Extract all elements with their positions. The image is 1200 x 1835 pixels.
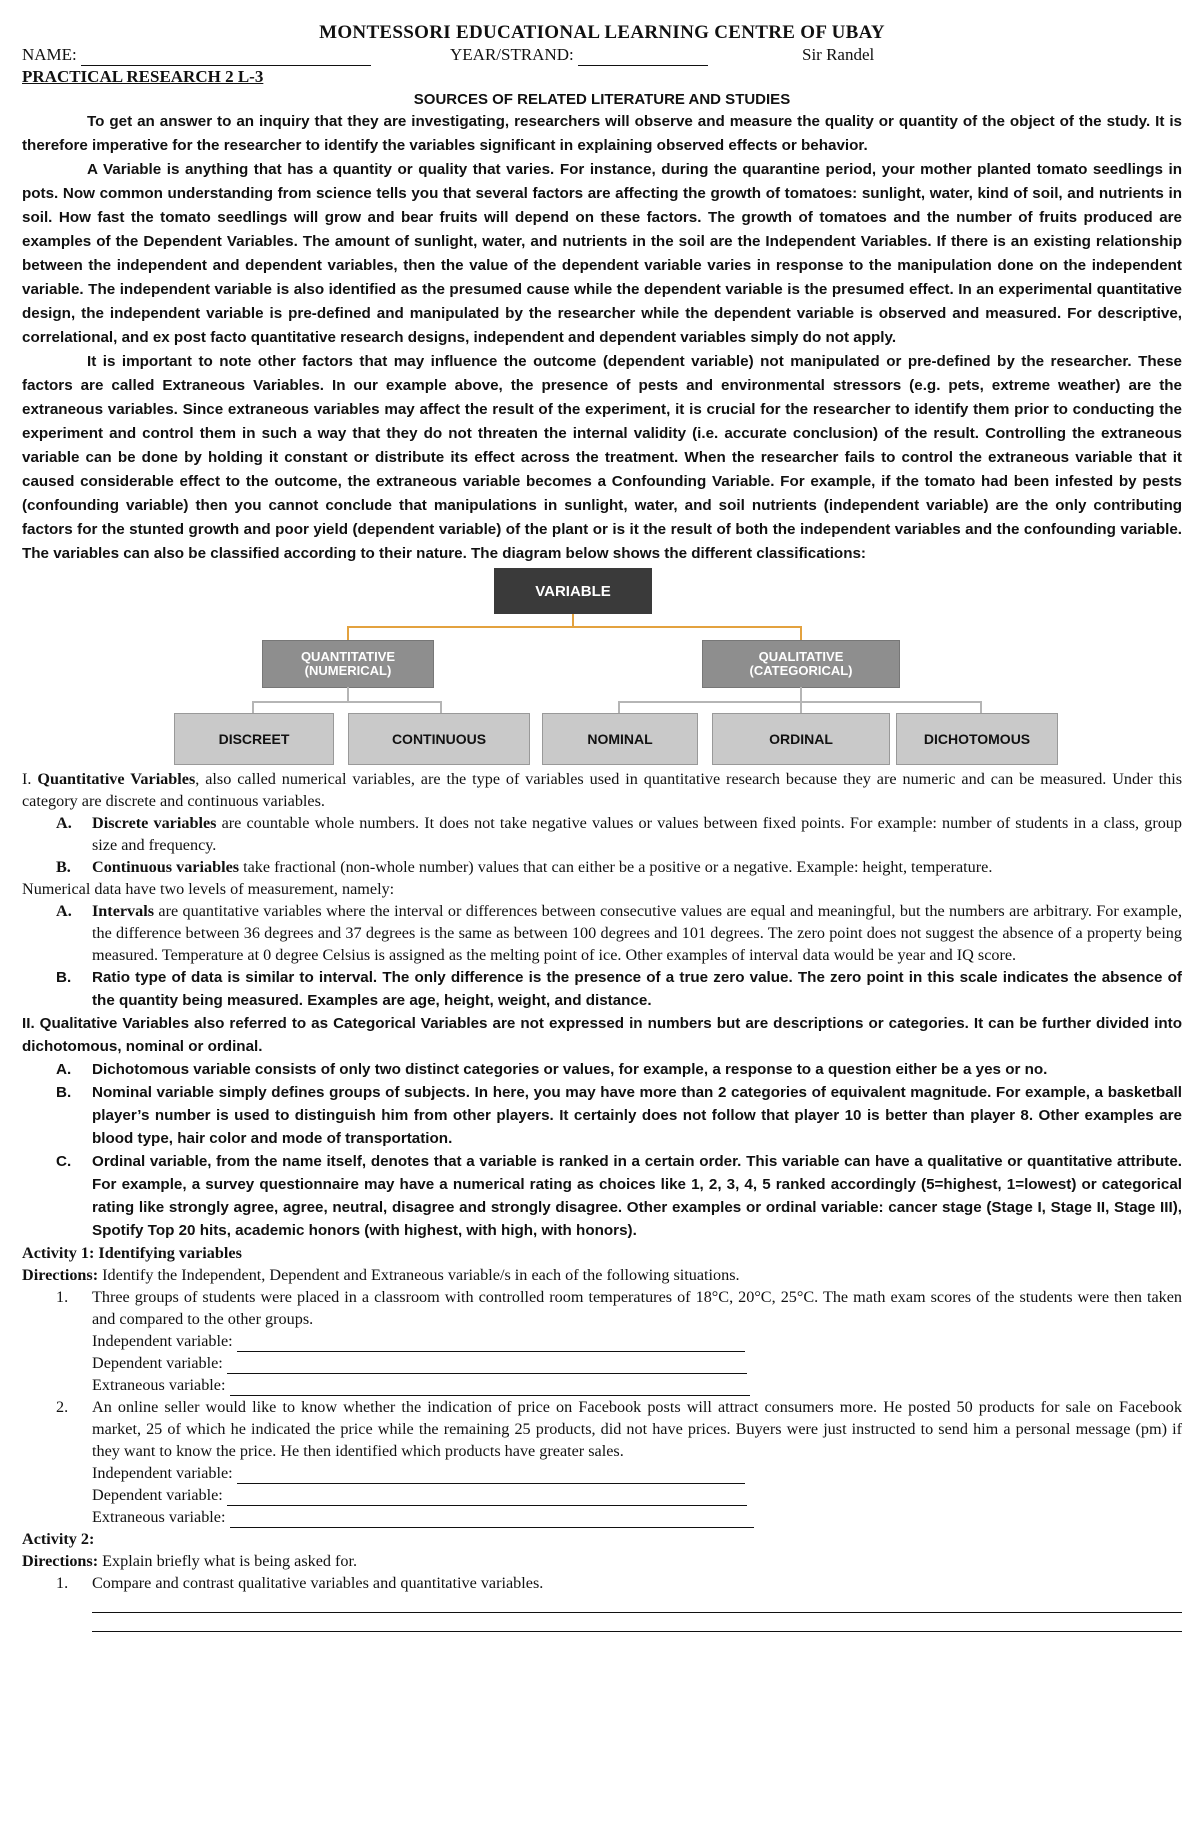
year-strand-label: YEAR/STRAND: <box>450 45 574 64</box>
teacher-name: Sir Randel <box>802 45 875 64</box>
extraneous-answer-2[interactable] <box>230 1511 754 1528</box>
diagram-leaf-dichotomous: DICHOTOMOUS <box>896 713 1058 765</box>
diagram-connector <box>800 701 802 713</box>
answer-row: Extraneous variable: <box>22 1374 1182 1396</box>
name-label: NAME: <box>22 45 77 64</box>
list-item: 1. Three groups of students were placed in a classroom with controlled room temperatures of 18°C, 20°C, 25°C. The math exam scores of the students were then taken and compared to the other groups. <box>56 1288 1182 1328</box>
answer-row: Extraneous variable: <box>22 1506 1182 1528</box>
activity-2-directions: Directions: Explain briefly what is being asked for. <box>22 1552 358 1570</box>
diagram-leaf-nominal: NOMINAL <box>542 713 698 765</box>
list-item: 1. Compare and contrast qualitative variables and quantitative variables. <box>56 1574 544 1592</box>
intro-paragraph: It is important to note other factors that may influence the outcome (dependent variable) not manipulated or pre-defined by the researcher. These factors are called Extraneous Variables. In our example above, the presence of pests and environmental stressors (e.g. pets, extreme weather) are the extraneous variables. Since extraneous variables may affect the result of the experiment, it is crucial for the researcher to identify them prior to conducting the experiment and control them in such a way that they do not threaten the internal validity (i.e. accurate conclusion) of the result. Controlling the extraneous variable can be done by holding it constant or distribute its effect across the treatment. When the researcher fails to control the extraneous variable that it caused considerable effect to the outcome, the extraneous variable becomes a Confounding Variable. For example, if the tomato had been infested by pests (confounding variable) then you cannot conclude that manipulations in sunlight, water, and soil nutrients (independent variable) are the only contributing factors for the stunted growth and poor yield (dependent variable) of the plant or is it the result of both the independent variables and the confounding variable. The variables can also be classified according to their nature. The diagram below shows the different classifications: <box>22 353 1182 562</box>
list-item: 2. An online seller would like to know whether the indication of price on Facebook posts will attract consumers more. He posted 50 products for sale on Facebook market, 25 of which he indicated the price while the remaining 25 products, did not have prices. Buyers were just instructed to send him a personal message (pm) if they want to know the price. He then identified which products have greater sales. <box>56 1398 1182 1460</box>
activity-1-title: Activity 1: Identifying variables <box>22 1244 242 1262</box>
answer-line[interactable] <box>92 1594 1182 1613</box>
diagram-connector <box>800 687 802 701</box>
diagram-leaf-discreet: DISCREET <box>174 713 334 765</box>
diagram-connector <box>440 701 442 713</box>
diagram-connector <box>618 701 620 713</box>
year-strand-blank[interactable] <box>578 49 708 66</box>
independent-answer-1[interactable] <box>237 1335 745 1352</box>
list-item: B. Ratio type of data is similar to interval. The only difference is the presence of a true zero value. The zero point in this scale indicates the absence of the quantity being measured. Examples are age, height, weight, and distance. <box>56 969 1182 1009</box>
activity-2-title: Activity 2: <box>22 1530 95 1548</box>
section-title: SOURCES OF RELATED LITERATURE AND STUDIES <box>413 91 791 108</box>
activity-1-directions: Directions: Identify the Independent, Dependent and Extraneous variable/s in each of the following situations. <box>22 1266 740 1284</box>
intro-paragraph: To get an answer to an inquiry that they are investigating, researchers will observe and measure the quality or quantity of the object of the study. It is therefore imperative for the researcher to identify the variables significant in explaining observed effects or behavior. <box>22 113 1182 154</box>
list-item: B. Continuous variables take fractional (non-whole number) values that can either be a positive or a negative. Example: height, temperature. <box>56 858 993 876</box>
answer-row: Independent variable: <box>22 1330 1182 1352</box>
qualitative-list <box>22 1058 1182 1242</box>
quantitative-section <box>22 768 1182 966</box>
list-item: A. Dichotomous variable consists of only two distinct categories or values, for example, a response to a question either be a yes or no. <box>56 1061 1048 1078</box>
worksheet-page <box>22 22 1182 1632</box>
diagram-connector <box>347 626 802 628</box>
diagram-quantitative: QUANTITATIVE (NUMERICAL) <box>262 640 434 688</box>
list-item: A. Discrete variables are countable whole numbers. It does not take negative values or values between fixed points. For example: number of students in a class, group size and frequency. <box>56 814 1182 854</box>
answer-line[interactable] <box>92 1613 1182 1632</box>
diagram-connector <box>800 626 802 640</box>
quantitative-intro: I. Quantitative Variables, also called numerical variables, are the type of variables used in quantitative research because they are numeric and can be measured. Under this category are discrete and continuous variables. <box>22 770 1182 810</box>
independent-answer-2[interactable] <box>237 1467 745 1484</box>
answer-row: Dependent variable: <box>22 1484 1182 1506</box>
diagram-qualitative: QUALITATIVE (CATEGORICAL) <box>702 640 900 688</box>
dependent-answer-1[interactable] <box>227 1357 747 1374</box>
dependent-answer-2[interactable] <box>227 1489 747 1506</box>
list-item: B. Nominal variable simply defines groups of subjects. In here, you may have more than 2 categories of equivalent magnitude. For example, a basketball player’s number is used to distinguish him from other players. It certainly does not follow that player 10 is better than player 8. Other examples are blood type, hair color and mode of transportation. <box>56 1084 1182 1147</box>
diagram-connector <box>980 701 982 713</box>
name-blank[interactable] <box>81 49 371 66</box>
quantitative-list <box>22 812 1182 878</box>
list-item: A. Intervals are quantitative variables where the interval or differences between consecutive values are equal and meaningful, but the numbers are arbitrary. For example, the difference between 36 degrees and 37 degrees is the same as between 100 degrees and 101 degrees. The zero point does not suggest the absence of a property being measured. Temperature at 0 degree Celsius is assigned as the melting point of ice. Other examples of interval data would be year and IQ score. <box>56 902 1182 964</box>
answer-row: Dependent variable: <box>22 1352 1182 1374</box>
answer-row: Independent variable: <box>22 1462 1182 1484</box>
extraneous-answer-1[interactable] <box>230 1379 750 1396</box>
levels-intro: Numerical data have two levels of measurement, namely: <box>22 880 395 898</box>
diagram-connector <box>252 701 442 703</box>
intro-text <box>22 110 1182 566</box>
diagram-connector <box>347 626 349 640</box>
name-year-row <box>22 44 1182 66</box>
diagram-root-variable: VARIABLE <box>494 568 652 614</box>
list-item: C. Ordinal variable, from the name itself, denotes that a variable is ranked in a certain order. This variable can have a qualitative or quantitative attribute. For example, a survey questionnaire may have a numerical rating as choices like 1, 2, 3, 4, 5 ranked accordingly (5=highest, 1=lowest) or categorical rating like strongly agree, agree, neutral, disagree and strongly disagree. Other examples or ordinal variable: cancer stage (Stage I, Stage II, Stage III), Spotify Top 20 hits, academic honors (with highest, with high, with honors). <box>56 1153 1182 1239</box>
diagram-connector <box>347 687 349 701</box>
levels-list <box>22 900 1182 966</box>
course-title: PRACTICAL RESEARCH 2 L-3 <box>22 67 264 86</box>
activity-1 <box>22 1242 1182 1528</box>
diagram-leaf-ordinal: ORDINAL <box>712 713 890 765</box>
school-name: MONTESSORI EDUCATIONAL LEARNING CENTRE OF UBAY <box>319 22 885 43</box>
diagram-leaf-continuous: CONTINUOUS <box>348 713 530 765</box>
qualitative-intro: II. Qualitative Variables also referred to as Categorical Variables are not expressed in numbers but are descriptions or categories. It can be further divided into dichotomous, nominal or ordinal. <box>22 1015 1182 1055</box>
variable-classification-diagram <box>22 568 1182 768</box>
intro-paragraph: A Variable is anything that has a quantity or quality that varies. For instance, during the quarantine period, your mother planted tomato seedlings in pots. Now common understanding from science tells you that several factors are affecting the growth of tomatoes: sunlight, water, kind of soil, and nutrients in soil. How fast the tomato seedlings will grow and bear fruits will depend on these factors. The growth of tomatoes and the number of fruits produced are examples of the Dependent Variables. The amount of sunlight, water, and nutrients in the soil are the Independent Variables. If there is an existing relationship between the independent and dependent variables, then the value of the dependent variable varies in response to the manipulation done on the independent variable. The independent variable is also identified as the presumed cause while the dependent variable is the presumed effect. In an experimental quantitative design, the independent variable is pre-defined and manipulated by the researcher while the dependent variable is observed and measured. For descriptive, correlational, and ex post facto quantitative research designs, independent and dependent variables simply do not apply. <box>22 161 1182 346</box>
activity-2 <box>22 1528 1182 1632</box>
ratio-block <box>22 966 1182 1242</box>
diagram-connector <box>572 614 574 626</box>
diagram-connector <box>252 701 254 713</box>
